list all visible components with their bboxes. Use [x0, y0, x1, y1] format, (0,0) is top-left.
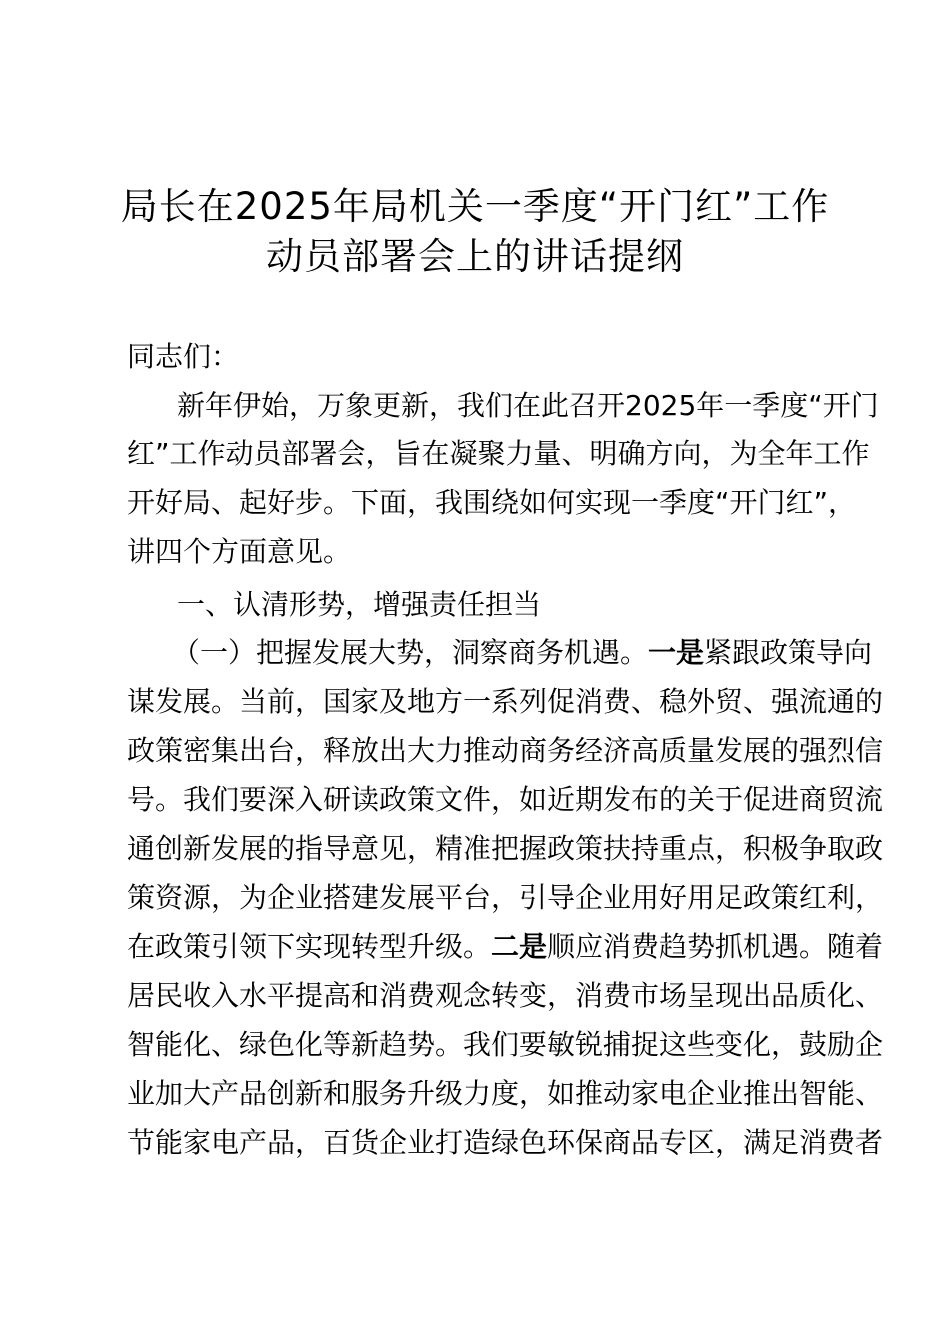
paragraph-line-11: 节能家电产品，百货企业打造绿色环保商品专区，满足消费者 — [127, 1126, 884, 1159]
paragraph-line-4: 号。我们要深入研读政策文件，如近期发布的关于促进商贸流 — [127, 783, 884, 816]
point-two-marker: 二是 — [491, 930, 548, 963]
paragraph-line-8: 居民收入水平提高和消费观念转变，消费市场呈现出品质化、 — [127, 979, 884, 1012]
section-heading-1: 一、认清形势，增强责任担当 — [177, 588, 542, 621]
point-one-conclusion: 在政策引领下实现转型升级。 — [127, 930, 492, 963]
paragraph-line-3: 政策密集出台，释放出大力推动商务经济高质量发展的强烈信 — [127, 734, 884, 767]
point-one-marker: 一是 — [648, 636, 705, 669]
paragraph-line-2: 谋发展。当前，国家及地方一系列促消费、稳外贸、强流通的 — [127, 685, 884, 718]
paragraph-line-7 — [127, 927, 884, 967]
subsection-title: （一）把握发展大势，洞察商务机遇。 — [172, 636, 649, 669]
point-two-text: 顺应消费趋势抓机遇。随着 — [547, 930, 884, 963]
intro-line-2: 红”工作动员部署会，旨在凝聚力量、明确方向，为全年工作 — [127, 437, 870, 470]
intro-line-4: 讲四个方面意见。 — [127, 535, 352, 568]
paragraph-line-6: 策资源，为企业搭建发展平台，引导企业用好用足政策红利， — [127, 881, 884, 914]
salutation: 同志们： — [127, 340, 240, 373]
paragraph-line-5: 通创新发展的指导意见，精准把握政策扶持重点，积极争取政 — [127, 832, 884, 865]
document-title-line-1: 局长在2025年局机关一季度“开门红”工作 — [120, 185, 830, 228]
intro-line-3: 开好局、起好步。下面，我围绕如何实现一季度“开门红”， — [127, 486, 857, 519]
point-one-text: 紧跟政策导向 — [704, 636, 873, 669]
intro-line-1: 新年伊始，万象更新，我们在此召开2025年一季度“开门 — [177, 389, 879, 422]
paragraph-line-1 — [172, 633, 873, 673]
paragraph-line-10: 业加大产品创新和服务升级力度，如推动家电企业推出智能、 — [127, 1077, 884, 1110]
document-title-line-2: 动员部署会上的讲话提纲 — [266, 235, 684, 278]
paragraph-line-9: 智能化、绿色化等新趋势。我们要敏锐捕捉这些变化，鼓励企 — [127, 1028, 884, 1061]
